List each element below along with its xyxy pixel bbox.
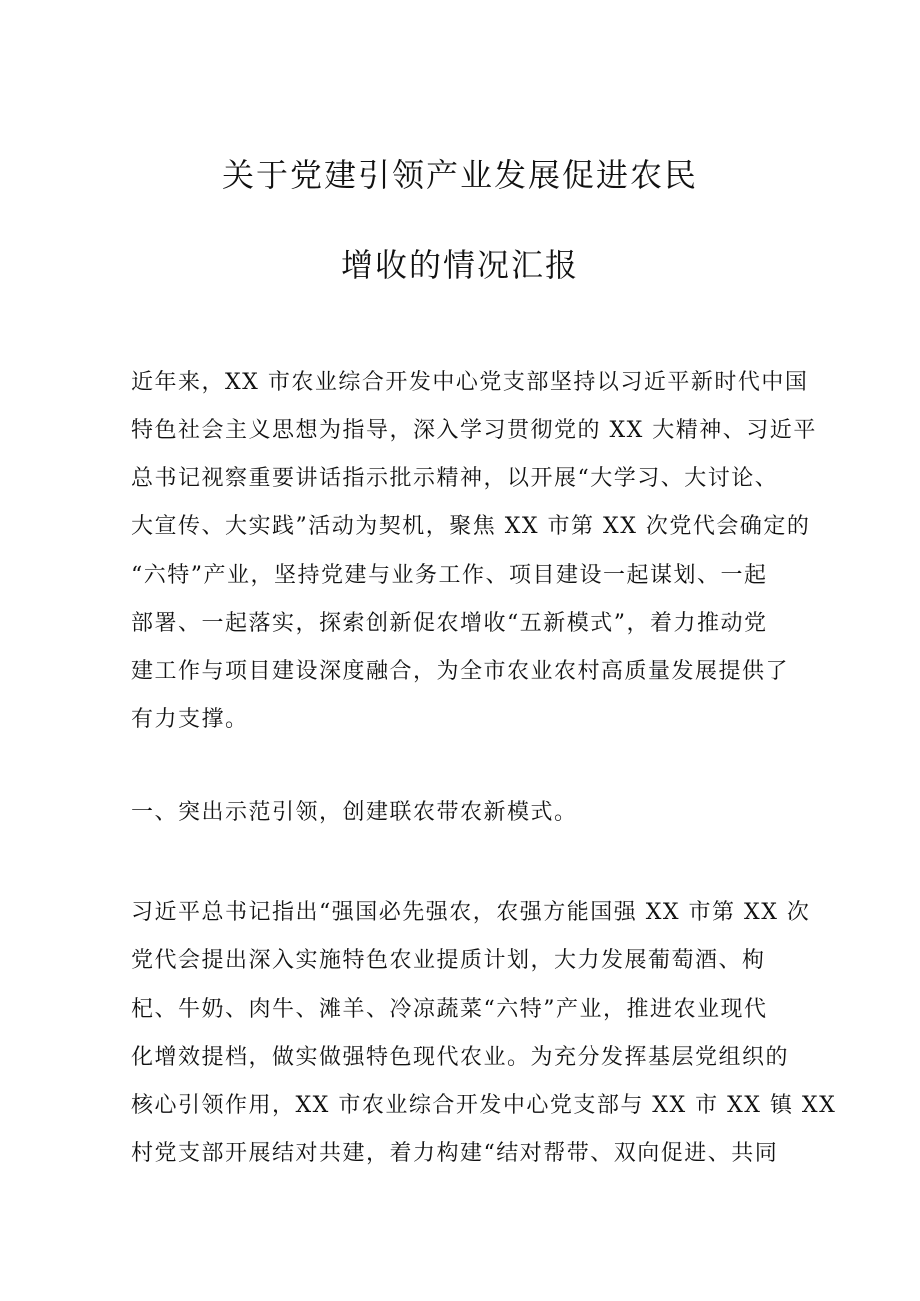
body-line: 习近平总书记指出“强国必先强农，农强方能国强 XX 市第 XX 次: [131, 900, 811, 925]
body-line: 近年来，XX 市农业综合开发中心党支部坚持以习近平新时代中国: [131, 370, 809, 395]
section-heading: 一、突出示范引领，创建联农带农新模式。: [131, 800, 578, 825]
body-line: 总书记视察重要讲话指示批示精神，以开展“大学习、大讨论、: [131, 466, 779, 491]
body-line: “六特”产业，坚持党建与业务工作、项目建设一起谋划、一起: [131, 563, 768, 588]
document-title-line-1: 关于党建引领产业发展促进农民: [221, 156, 698, 194]
body-line: 特色社会主义思想为指导，深入学习贯彻党的 XX 大精神、习近平: [131, 418, 817, 443]
body-line: 建工作与项目建设深度融合，为全市农业农村高质量发展提供了: [131, 659, 790, 684]
body-line: 村党支部开展结对共建，着力构建“结对帮带、双向促进、共同: [131, 1141, 779, 1166]
body-line: 杞、牛奶、肉牛、滩羊、冷凉蔬菜“六特”产业，推进农业现代: [131, 997, 768, 1022]
body-line: 大宣传、大实践”活动为契机，聚焦 XX 市第 XX 次党代会确定的: [131, 514, 811, 539]
body-line: 党代会提出深入实施特色农业提质计划，大力发展葡萄酒、枸: [131, 948, 766, 973]
body-line: 核心引领作用，XX 市农业综合开发中心党支部与 XX 市 XX 镇 XX: [131, 1093, 837, 1118]
body-line: 部署、一起落实，探索创新促农增收“五新模式”，着力推动党: [131, 611, 768, 636]
body-line: 化增效提档，做实做强特色现代农业。为充分发挥基层党组织的: [131, 1045, 790, 1070]
document-title-line-2: 增收的情况汇报: [340, 246, 579, 284]
body-line: 有力支撑。: [131, 707, 249, 732]
